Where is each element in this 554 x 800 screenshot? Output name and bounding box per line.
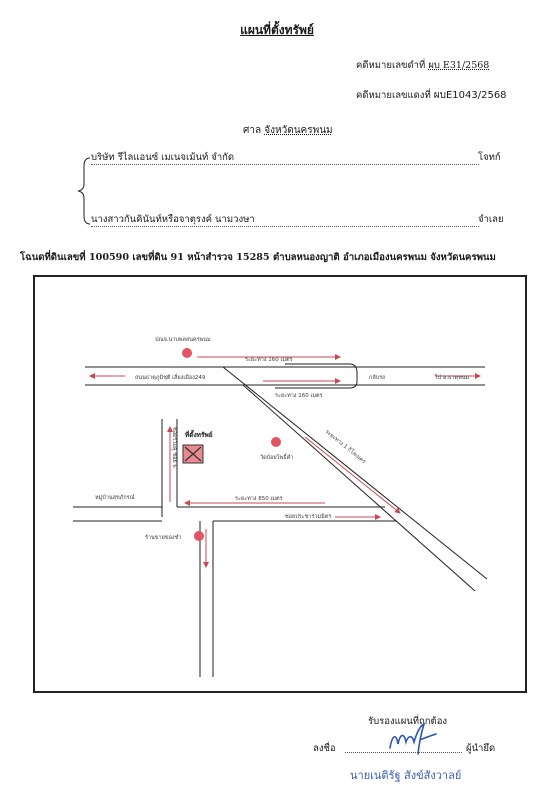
court-line (243, 123, 333, 138)
uturn-loop (275, 364, 357, 388)
property-marker-icon (183, 445, 203, 463)
black-case-label: คดีหมายเลขดำที่ (356, 60, 426, 71)
sign-role: ผู้นำยึด (466, 743, 496, 754)
handwritten-signature (384, 722, 440, 756)
bottom-road (73, 507, 397, 521)
black-case-number: ผบ E31/2568 (428, 60, 490, 71)
document-title: แผนที่ตั้งทรัพย์ (240, 23, 314, 37)
label-dist-mid: ระยะทาง 160 เมตร (275, 393, 323, 399)
label-post-office: ปณจ.นาบพลสนครพนม (155, 337, 211, 343)
label-uturn: กลับรถ (369, 375, 386, 381)
label-soi-vertical: ซอยร่วมคู่ ซอย 6 (171, 427, 177, 468)
label-shop: ร้านขายของชำ (145, 535, 182, 541)
label-village: หมู่บ้านสุขภักรณ์ (95, 495, 135, 501)
land-deed-line: โฉนดที่ดินเลขที่ 100590 เลขที่ดิน 91 หน้าสำรวจ 15285 ตำบลหนองญาติ อำเภอเมืองนครพนม จังหวัดนครพนม (20, 252, 496, 263)
certify-text: รับรองแผนที่ถูกต้อง (368, 716, 448, 727)
defendant-name: นางสาวกันคินันท์หรือจาตุรงค์ นามวงษา (91, 214, 255, 225)
map-canvas (35, 277, 525, 691)
court-name: จังหวัดนครพนม (264, 125, 333, 136)
temple-marker (271, 437, 281, 447)
location-map (33, 275, 527, 693)
court-label: ศาล (243, 125, 262, 136)
black-case-line (356, 58, 489, 73)
plaintiff-role: โจทก์ (478, 152, 501, 163)
label-diagonal-road: ระยะทาง 1 กิโลเมตร (323, 428, 367, 466)
label-dist-top: ระยะทาง 160 เมตร (245, 357, 293, 363)
party-brace (76, 156, 92, 226)
label-dist-bottom: ระยะทาง 850 เมตร (235, 496, 283, 502)
shop-marker (194, 531, 204, 541)
red-case-line (356, 88, 507, 103)
post-office-marker (182, 348, 192, 358)
red-case-label: คดีหมายเลขแดงที่ (356, 90, 431, 101)
plaintiff-dotted-line (91, 164, 479, 165)
plaintiff-name: บริษัท รีไลแอนซ์ เมเนจเม้นท์ จำกัด (91, 152, 235, 163)
label-to-thatphanom: ไป อ.ธาตุพนม (435, 375, 470, 381)
label-temple: วัดบ้อยโพธิ์คำ (260, 455, 294, 461)
label-main-road: ถนนธาตุภูมิชุติ เลี่ยงเมือง249 (135, 375, 206, 381)
label-soi-bottom: ซอยประชาร่วมมิตร (285, 514, 332, 520)
defendant-role: จำเลย (478, 214, 504, 225)
red-case-number: ผบE1043/2568 (433, 90, 507, 101)
defendant-dotted-line (91, 226, 479, 227)
label-property: ที่ตั้งทรัพย์ (185, 431, 213, 439)
sign-label: ลงชื่อ (313, 743, 336, 754)
signer-name: นายเนติรัฐ สังข์สังวาลย์ (350, 769, 462, 782)
diagonal-road (223, 367, 487, 591)
